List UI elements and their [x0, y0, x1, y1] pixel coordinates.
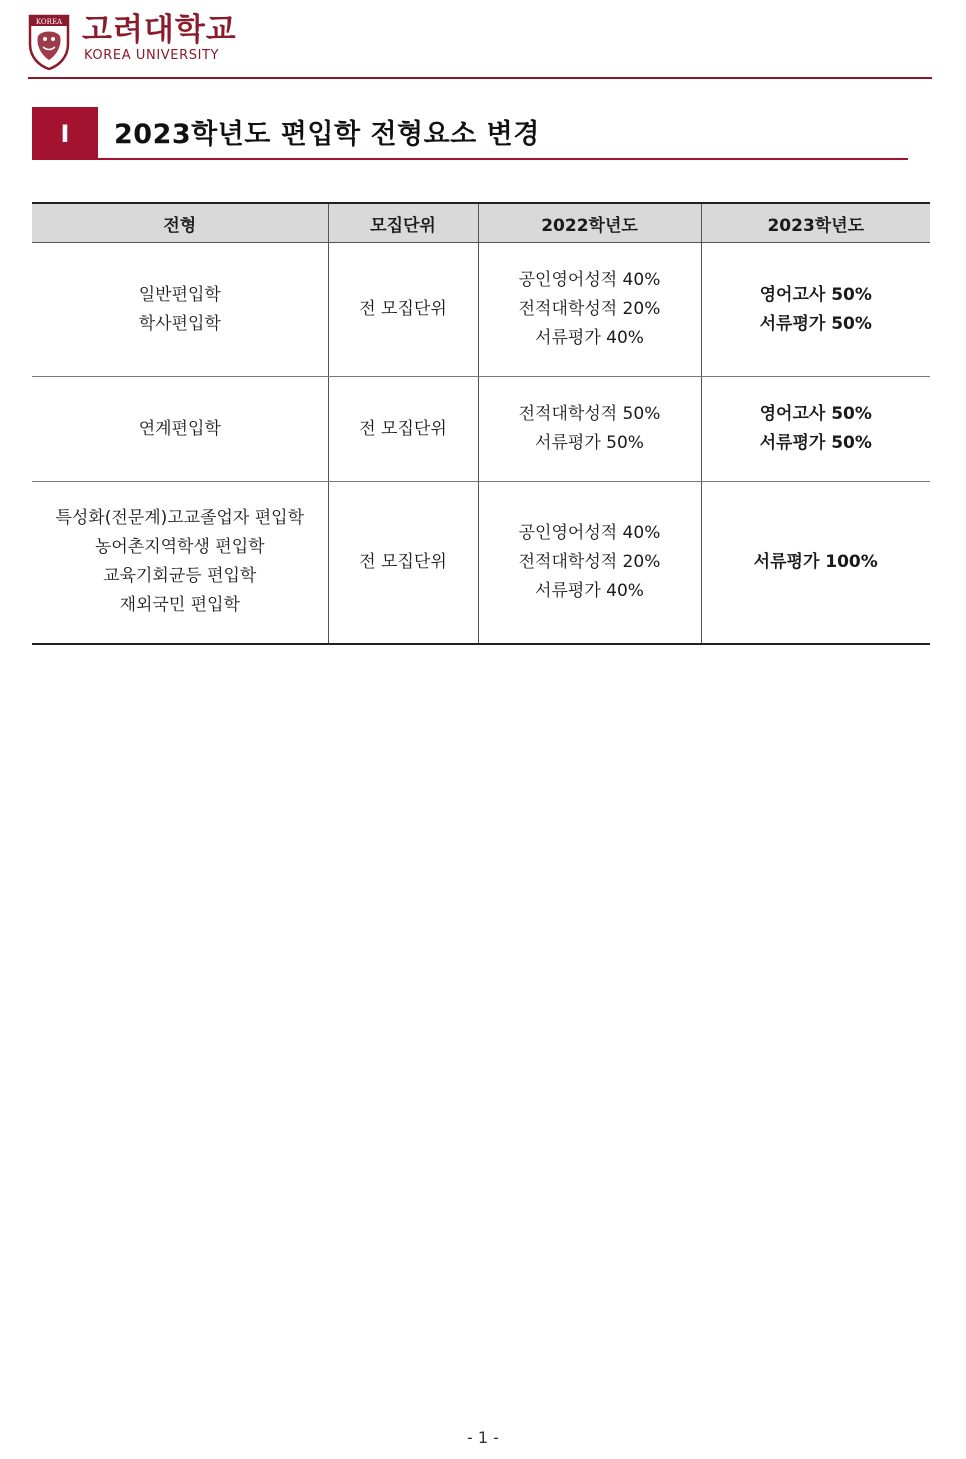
column-header-2022: 2022학년도 — [478, 203, 701, 243]
cell-unit: 전 모집단위 — [328, 377, 478, 482]
criteria-line: 서류평가 50% — [759, 313, 872, 334]
page-header — [28, 14, 932, 80]
criteria-line: 전적대학성적 50% — [518, 404, 661, 424]
cell-type — [32, 243, 328, 377]
criteria-line: 전적대학성적 20% — [518, 299, 661, 319]
criteria-line: 서류평가 40% — [535, 580, 644, 601]
column-header-type: 전형 — [32, 203, 328, 243]
cell-2023 — [701, 482, 930, 644]
section-title: 2023학년도 편입학 전형요소 변경 — [114, 119, 540, 150]
type-line: 학사편입학 — [138, 313, 221, 334]
cell-type — [32, 377, 328, 482]
type-line: 재외국민 편입학 — [119, 595, 240, 616]
cell-type — [32, 482, 328, 644]
table-row — [32, 377, 930, 482]
cell-2023 — [701, 243, 930, 377]
column-header-unit: 모집단위 — [328, 203, 478, 243]
criteria-line: 전적대학성적 20% — [518, 551, 661, 572]
university-name-korean: 고려대학교 — [82, 12, 237, 48]
criteria-line: 서류평가 40% — [535, 328, 644, 348]
cell-unit: 전 모집단위 — [328, 482, 478, 644]
criteria-line: 영어고사 50% — [759, 404, 872, 424]
criteria-line: 서류평가 50% — [759, 433, 872, 453]
section-underline — [98, 158, 908, 160]
page-number: - 1 - — [467, 1428, 499, 1447]
type-line: 농어촌지역학생 편입학 — [94, 537, 265, 558]
table-row — [32, 243, 930, 377]
section-number-badge: Ⅰ — [32, 107, 98, 160]
cell-unit: 전 모집단위 — [328, 243, 478, 377]
criteria-line: 서류평가 50% — [535, 433, 644, 453]
university-name-english: KOREA UNIVERSITY — [84, 48, 220, 63]
criteria-line: 영어고사 50% — [759, 284, 872, 305]
cell-2023 — [701, 377, 930, 482]
type-line: 교육기회균등 편입학 — [103, 566, 257, 587]
criteria-line: 공인영어성적 40% — [518, 270, 661, 290]
criteria-line: 공인영어성적 40% — [518, 522, 661, 543]
cell-2022 — [478, 377, 701, 482]
type-line: 특성화(전문계)고교졸업자 편입학 — [55, 508, 305, 529]
header-divider — [28, 77, 932, 79]
cell-2022 — [478, 482, 701, 644]
criteria-line: 서류평가 100% — [753, 551, 878, 572]
type-line: 일반편입학 — [138, 284, 221, 305]
table-row — [32, 482, 930, 644]
type-line: 연계편입학 — [138, 418, 221, 439]
cell-2022 — [478, 243, 701, 377]
admission-criteria-table — [32, 202, 930, 645]
svg-text:KOREA: KOREA — [35, 18, 63, 26]
table-header-row — [32, 203, 930, 243]
university-crest-icon — [28, 14, 70, 70]
column-header-2023: 2023학년도 — [701, 203, 930, 243]
